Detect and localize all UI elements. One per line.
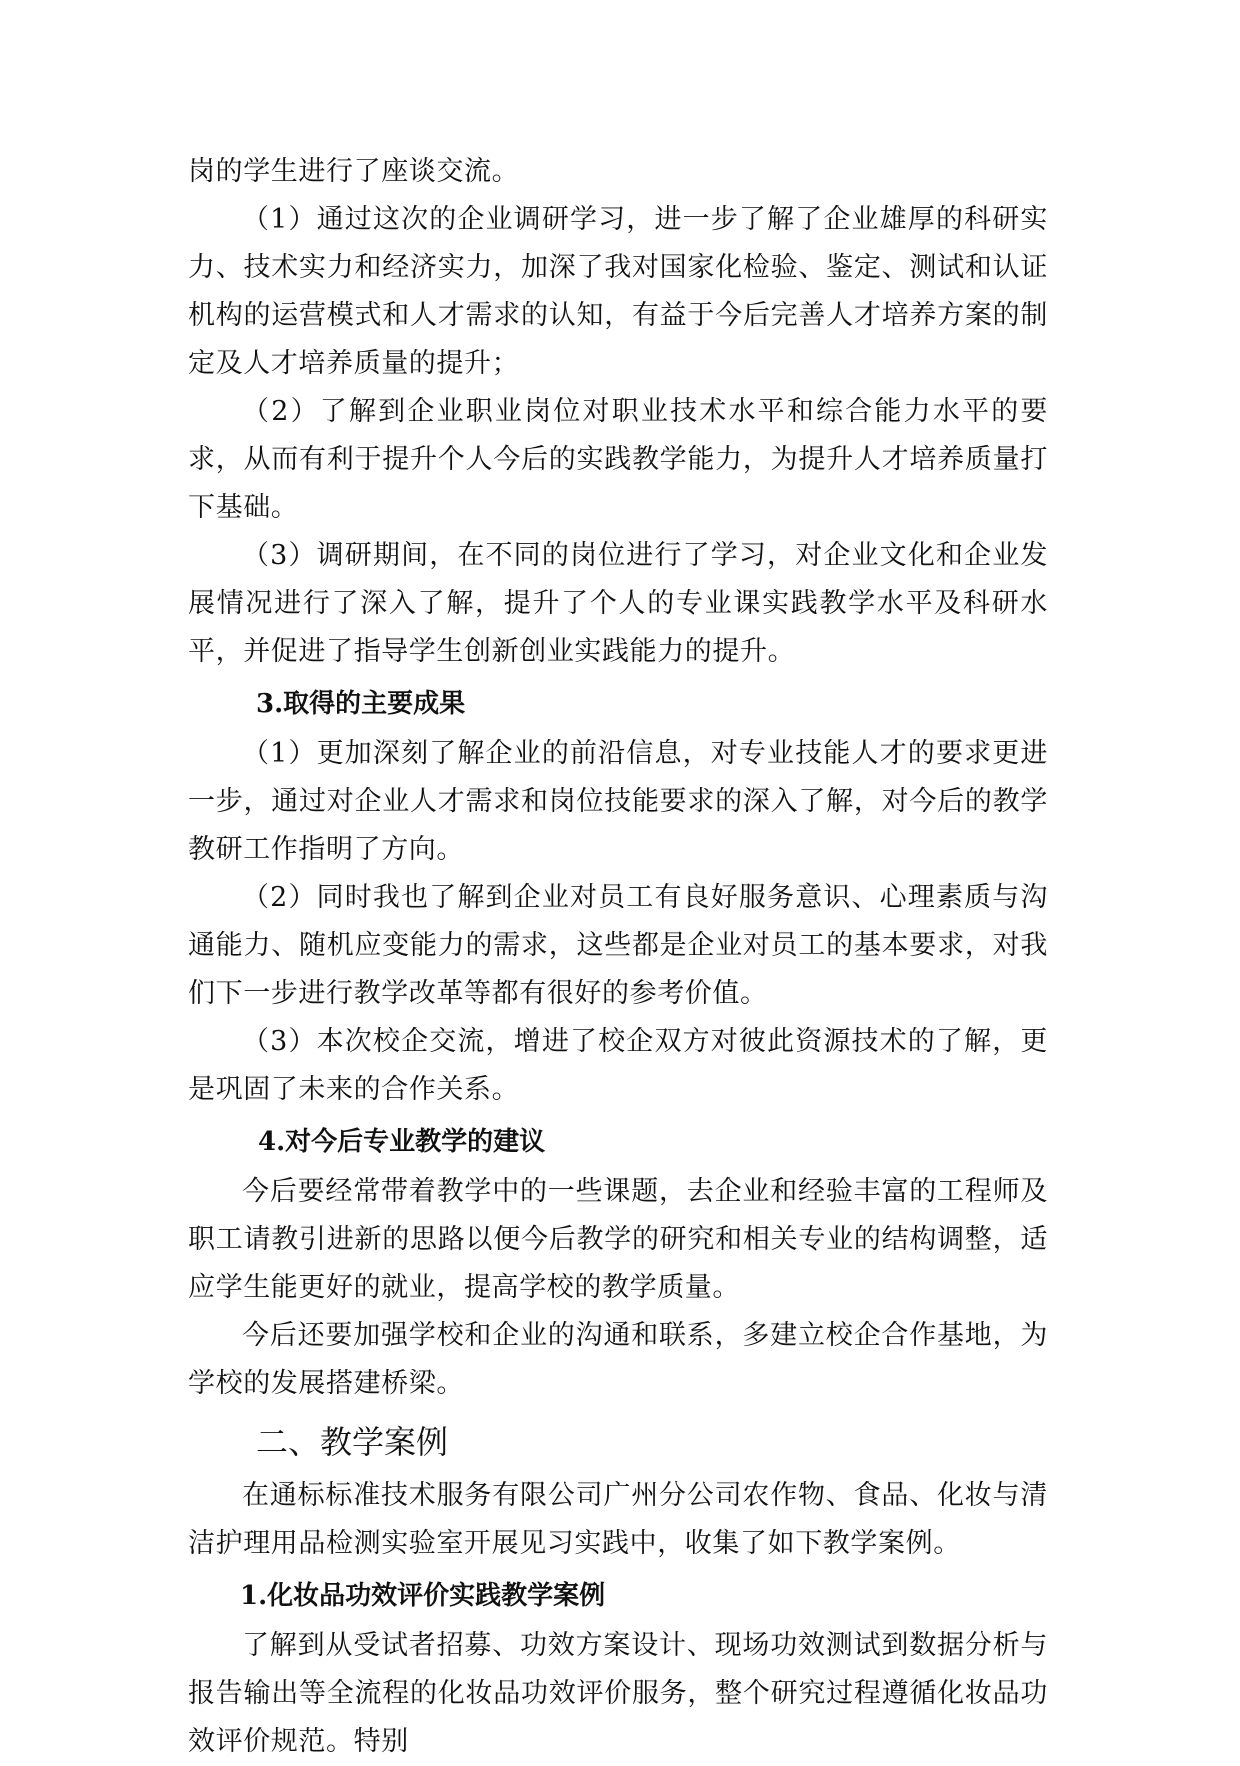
- heading-main-results: 3.取得的主要成果: [256, 689, 466, 719]
- document-body: [188, 148, 1048, 1766]
- paragraph-continued: 岗的学生进行了座谈交流。: [188, 156, 520, 187]
- heading-suggestions: 4.对今后专业教学的建议: [258, 1127, 546, 1157]
- paragraph-suggestion-1: 今后要经常带着教学中的一些课题，去企业和经验丰富的工程师及职工请教引进新的思路以便今后教学的研究和相关专业的结构调整，适应学生能更好的就业，提高学校的教学质量。: [188, 1176, 1048, 1303]
- paragraph-item-2: （2）了解到企业职业岗位对职业技术水平和综合能力水平的要求，从而有利于提升个人今后的实践教学能力，为提升人才培养质量打下基础。: [188, 396, 1048, 523]
- paragraph-suggestion-2: 今后还要加强学校和企业的沟通和联系，多建立校企合作基地，为学校的发展搭建桥梁。: [188, 1320, 1048, 1399]
- paragraph-result-3: （3）本次校企交流，增进了校企双方对彼此资源技术的了解，更是巩固了未来的合作关系。: [188, 1026, 1048, 1105]
- section-heading-teaching-cases: 二、教学案例: [256, 1423, 449, 1461]
- paragraph-item-1: （1）通过这次的企业调研学习，进一步了解了企业雄厚的科研实力、技术实力和经济实力，加深了我对国家化检验、鉴定、测试和认证机构的运营模式和人才需求的认知，有益于今后完善人才培养方案的制定及人才培养质量的提升；: [188, 204, 1048, 379]
- paragraph-result-2: （2）同时我也了解到企业对员工有良好服务意识、心理素质与沟通能力、随机应变能力的需求，这些都是企业对员工的基本要求，对我们下一步进行教学改革等都有很好的参考价值。: [188, 882, 1048, 1009]
- heading-case-1: 1.化妆品功效评价实践教学案例: [240, 1581, 606, 1611]
- paragraph-cases-intro: 在通标标准技术服务有限公司广州分公司农作物、食品、化妆与清洁护理用品检测实验室开展见习实践中，收集了如下教学案例。: [188, 1480, 1048, 1559]
- paragraph-case-1: 了解到从受试者招募、功效方案设计、现场功效测试到数据分析与报告输出等全流程的化妆品功效评价服务，整个研究过程遵循化妆品功效评价规范。特别: [188, 1630, 1048, 1757]
- paragraph-item-3: （3）调研期间，在不同的岗位进行了学习，对企业文化和企业发展情况进行了深入了解，提升了个人的专业课实践教学水平及科研水平，并促进了指导学生创新创业实践能力的提升。: [188, 540, 1048, 667]
- paragraph-result-1: （1）更加深刻了解企业的前沿信息，对专业技能人才的要求更进一步，通过对企业人才需求和岗位技能要求的深入了解，对今后的教学教研工作指明了方向。: [188, 738, 1048, 865]
